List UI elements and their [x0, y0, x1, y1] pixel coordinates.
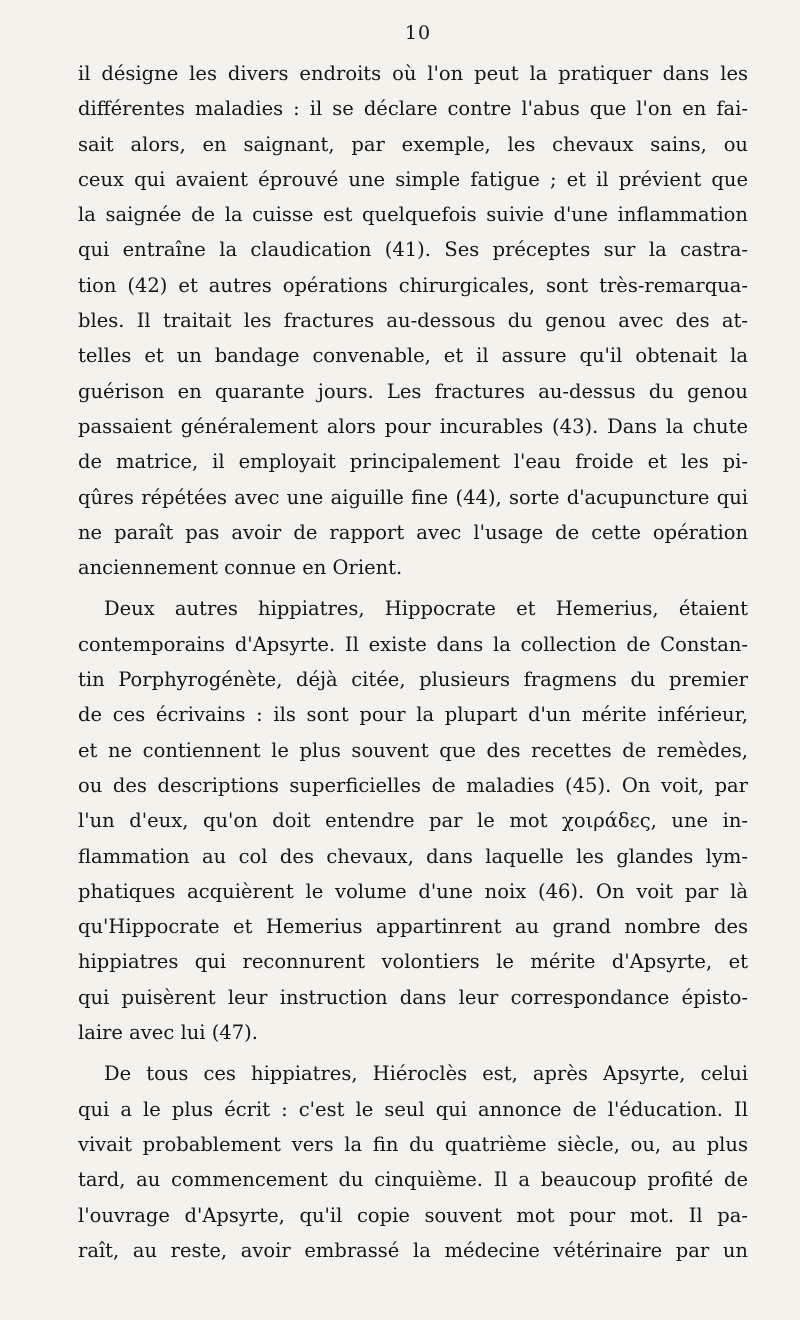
paragraph-2: [78, 591, 748, 1050]
text-line: De tous ces hippiatres, Hiéroclès est, après Apsyrte, celui: [104, 1062, 748, 1086]
text-line: Deux autres hippiatres, Hippocrate et Hemerius, étaient: [104, 597, 748, 621]
text-line: phatiques acquièrent le volume d'une noix (46). On voit par là: [78, 879, 748, 903]
text-line: hippiatres qui reconnurent volontiers le mérite d'Apsyrte, et: [78, 950, 748, 974]
text-line: ceux qui avaient éprouvé une simple fatigue ; et il prévient que: [78, 167, 748, 191]
text-line: guérison en quarante jours. Les fractures au-dessus du genou: [78, 379, 748, 403]
paragraph-1: [78, 56, 748, 585]
text-line: ou des descriptions superficielles de maladies (45). On voit, par: [78, 773, 748, 797]
text-line: qui entraîne la claudication (41). Ses préceptes sur la castra-: [78, 238, 748, 262]
text-line: tin Porphyrogénète, déjà citée, plusieurs fragmens du premier: [78, 668, 748, 692]
text-line: de ces écrivains : ils sont pour la plupart d'un mérite inférieur,: [78, 703, 748, 727]
text-line: il désigne les divers endroits où l'on peut la pratiquer dans les: [78, 62, 748, 85]
text-line: passaient généralement alors pour incurables (43). Dans la chute: [78, 414, 748, 438]
text-line: qui puisèrent leur instruction dans leur correspondance épisto-: [78, 985, 748, 1009]
text-line: et ne contiennent le plus souvent que des recettes de remèdes,: [78, 738, 748, 762]
text-line: qu'Hippocrate et Hemerius appartinrent au grand nombre des: [78, 915, 748, 939]
text-line: la saignée de la cuisse est quelquefois suivie d'une inflammation: [78, 203, 748, 227]
text-line: flammation au col des chevaux, dans laquelle les glandes lym-: [78, 844, 748, 868]
text-line: ne paraît pas avoir de rapport avec l'usage de cette opération: [78, 520, 748, 544]
text-line: tion (42) et autres opérations chirurgicales, sont très-remarqua-: [78, 273, 748, 297]
page-number: 10: [404, 22, 432, 44]
text-line: différentes maladies : il se déclare contre l'abus que l'on en fai-: [78, 97, 748, 121]
text-line: raît, au reste, avoir embrassé la médecine vétérinaire par un: [78, 1238, 748, 1262]
text-line: laire avec lui (47).: [78, 1021, 258, 1045]
text-line: bles. Il traitait les fractures au-dessous du genou avec des at-: [78, 309, 748, 333]
text-line: qûres répétées avec une aiguille fine (44), sorte d'acupuncture qui: [78, 485, 748, 509]
text-line: qui a le plus écrit : c'est le seul qui annonce de l'éducation. Il: [78, 1097, 748, 1121]
text-line: tard, au commencement du cinquième. Il a beaucoup profité de: [78, 1168, 748, 1192]
text-line: l'un d'eux, qu'on doit entendre par le mot χοιράδες, une in-: [78, 809, 748, 833]
text-line: sait alors, en saignant, par exemple, les chevaux sains, ou: [78, 132, 748, 156]
body-text: [78, 56, 748, 1268]
text-line: vivait probablement vers la fin du quatrième siècle, ou, au plus: [78, 1132, 748, 1156]
paragraph-3: [78, 1056, 748, 1268]
text-line: contemporains d'Apsyrte. Il existe dans la collection de Constan-: [78, 632, 748, 656]
text-line: de matrice, il employait principalement l'eau froide et les pi-: [78, 450, 748, 474]
text-line: telles et un bandage convenable, et il assure qu'il obtenait la: [78, 344, 748, 368]
text-line: anciennement connue en Orient.: [78, 556, 403, 580]
text-line: l'ouvrage d'Apsyrte, qu'il copie souvent mot pour mot. Il pa-: [78, 1203, 748, 1227]
